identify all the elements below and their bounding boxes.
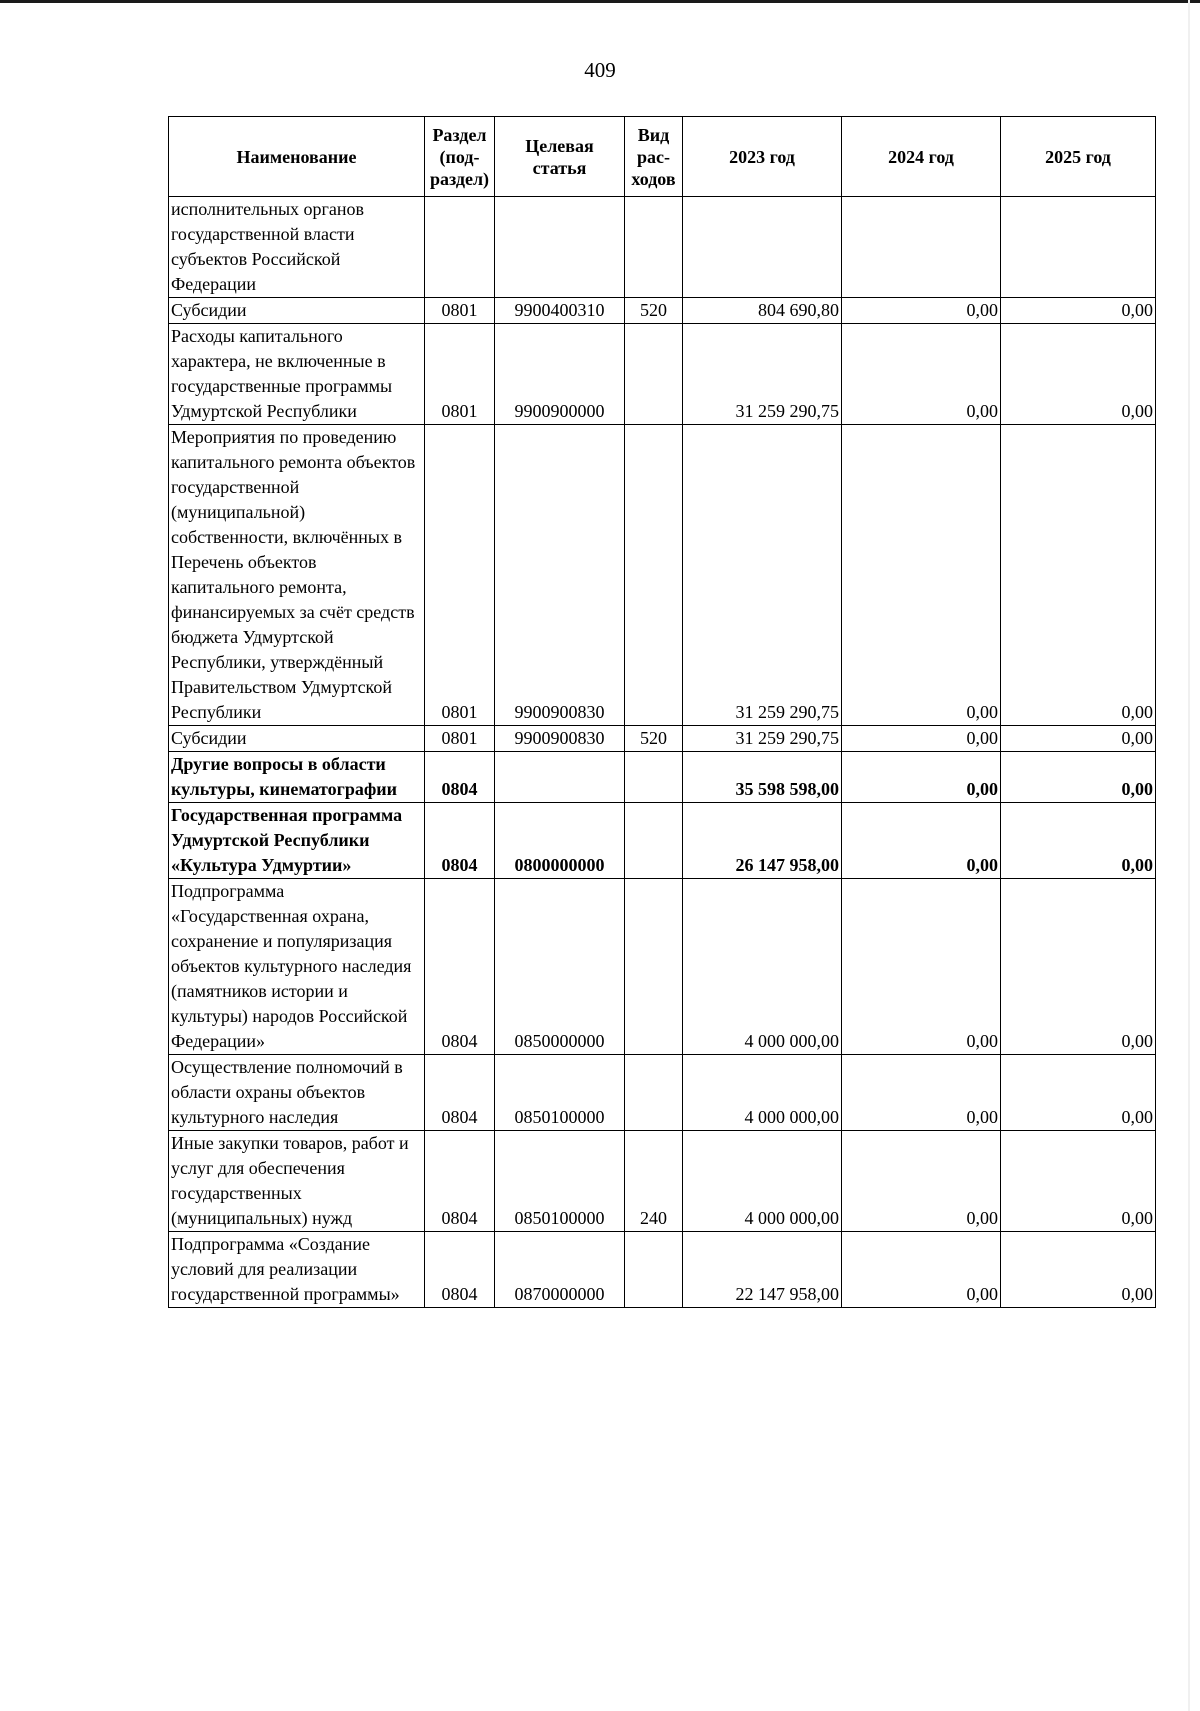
row-amount-2024: 0,00 [842, 324, 1001, 425]
row-section: 0804 [425, 879, 495, 1055]
row-amount-2023: 31 259 290,75 [683, 324, 842, 425]
row-section: 0804 [425, 803, 495, 879]
row-name: Осуществление полномочий в области охраны объектов культурного наследия [169, 1055, 425, 1131]
row-name: Государственная программа Удмуртской Республики «Культура Удмуртии» [169, 803, 425, 879]
row-section: 0801 [425, 726, 495, 752]
header-2024: 2024 год [842, 117, 1001, 197]
header-section-line: (под- [439, 146, 480, 167]
header-section-line: Раздел [432, 124, 487, 145]
table-row [169, 752, 1156, 803]
row-expense-type [625, 1055, 683, 1131]
row-amount-2024: 0,00 [842, 1232, 1001, 1308]
row-target-article: 0850100000 [495, 1055, 625, 1131]
row-amount-2023: 26 147 958,00 [683, 803, 842, 879]
table-row [169, 803, 1156, 879]
row-amount-2024: 0,00 [842, 879, 1001, 1055]
row-amount-2025: 0,00 [1001, 324, 1156, 425]
row-amount-2025: 0,00 [1001, 752, 1156, 803]
header-type-line: ходов [631, 168, 676, 189]
row-name: исполнительных органов государственной власти субъектов Российской Федерации [169, 197, 425, 298]
table-row [169, 425, 1156, 726]
page-number: 409 [584, 58, 616, 82]
row-section: 0801 [425, 298, 495, 324]
header-name: Наименование [169, 117, 425, 197]
row-amount-2025: 0,00 [1001, 425, 1156, 726]
row-name: Подпрограмма «Государственная охрана, сохранение и популяризация объектов культурного наследия (памятников истории и культуры) народов Российской Федерации» [169, 879, 425, 1055]
row-target-article: 9900900830 [495, 726, 625, 752]
row-expense-type [625, 879, 683, 1055]
row-expense-type [625, 752, 683, 803]
row-name: Субсидии [169, 726, 425, 752]
header-2025: 2025 год [1001, 117, 1156, 197]
row-amount-2023: 35 598 598,00 [683, 752, 842, 803]
header-target [495, 117, 625, 197]
row-amount-2025: 0,00 [1001, 726, 1156, 752]
budget-table [168, 116, 1156, 1308]
row-amount-2023: 804 690,80 [683, 298, 842, 324]
row-name: Другие вопросы в области культуры, кинематографии [169, 752, 425, 803]
row-target-article: 9900900000 [495, 324, 625, 425]
header-type-line: рас- [637, 146, 670, 167]
table-row [169, 1055, 1156, 1131]
row-target-article: 0870000000 [495, 1232, 625, 1308]
row-expense-type: 520 [625, 726, 683, 752]
header-section-line: раздел) [429, 168, 490, 189]
row-amount-2023: 31 259 290,75 [683, 425, 842, 726]
row-section: 0804 [425, 1131, 495, 1232]
table-row [169, 197, 1156, 298]
table-body [169, 197, 1156, 1308]
row-name: Мероприятия по проведению капитального ремонта объектов государственной (муниципальной) собственности, включённых в Перечень объектов капитального ремонта, финансируемых за счёт средств бюджета Удмуртской Республики, утверждённый Правительством Удмуртской Республики [169, 425, 425, 726]
scan-edge [0, 0, 1200, 3]
row-amount-2025 [1001, 197, 1156, 298]
header-type [625, 117, 683, 197]
row-section: 0804 [425, 1232, 495, 1308]
scan-edge-right [1188, 0, 1190, 1711]
row-amount-2023: 4 000 000,00 [683, 879, 842, 1055]
table-header-row [169, 117, 1156, 197]
row-expense-type [625, 803, 683, 879]
row-target-article: 9900900830 [495, 425, 625, 726]
row-expense-type [625, 197, 683, 298]
row-amount-2024: 0,00 [842, 752, 1001, 803]
row-amount-2025: 0,00 [1001, 1232, 1156, 1308]
table-row [169, 726, 1156, 752]
row-amount-2024: 0,00 [842, 1055, 1001, 1131]
row-section: 0804 [425, 1055, 495, 1131]
row-amount-2023: 31 259 290,75 [683, 726, 842, 752]
row-amount-2025: 0,00 [1001, 1131, 1156, 1232]
row-target-article: 9900400310 [495, 298, 625, 324]
table-row [169, 324, 1156, 425]
row-amount-2024: 0,00 [842, 803, 1001, 879]
row-target-article: 0800000000 [495, 803, 625, 879]
row-expense-type: 520 [625, 298, 683, 324]
row-amount-2024: 0,00 [842, 298, 1001, 324]
row-amount-2023: 4 000 000,00 [683, 1055, 842, 1131]
row-section: 0801 [425, 425, 495, 726]
row-section: 0801 [425, 324, 495, 425]
row-amount-2024: 0,00 [842, 425, 1001, 726]
row-amount-2024: 0,00 [842, 1131, 1001, 1232]
table-row [169, 879, 1156, 1055]
row-amount-2025: 0,00 [1001, 1055, 1156, 1131]
row-amount-2025: 0,00 [1001, 298, 1156, 324]
row-section: 0804 [425, 752, 495, 803]
table-row [169, 1232, 1156, 1308]
header-target-line: Целевая [525, 135, 594, 156]
row-section [425, 197, 495, 298]
row-amount-2025: 0,00 [1001, 879, 1156, 1055]
row-name: Подпрограмма «Создание условий для реализации государственной программы» [169, 1232, 425, 1308]
row-expense-type: 240 [625, 1131, 683, 1232]
row-amount-2023: 4 000 000,00 [683, 1131, 842, 1232]
table-row [169, 1131, 1156, 1232]
row-target-article: 0850100000 [495, 1131, 625, 1232]
row-name: Расходы капитального характера, не включенные в государственные программы Удмуртской Республики [169, 324, 425, 425]
row-name: Субсидии [169, 298, 425, 324]
row-amount-2025: 0,00 [1001, 803, 1156, 879]
row-expense-type [625, 324, 683, 425]
row-expense-type [625, 425, 683, 726]
row-target-article [495, 197, 625, 298]
row-amount-2023 [683, 197, 842, 298]
row-target-article: 0850000000 [495, 879, 625, 1055]
row-target-article [495, 752, 625, 803]
row-amount-2023: 22 147 958,00 [683, 1232, 842, 1308]
header-target-line: статья [532, 157, 587, 178]
header-2023: 2023 год [683, 117, 842, 197]
row-amount-2024 [842, 197, 1001, 298]
row-expense-type [625, 1232, 683, 1308]
header-section [425, 117, 495, 197]
row-name: Иные закупки товаров, работ и услуг для обеспечения государственных (муниципальных) нужд [169, 1131, 425, 1232]
header-type-line: Вид [637, 124, 670, 145]
row-amount-2024: 0,00 [842, 726, 1001, 752]
table-row [169, 298, 1156, 324]
